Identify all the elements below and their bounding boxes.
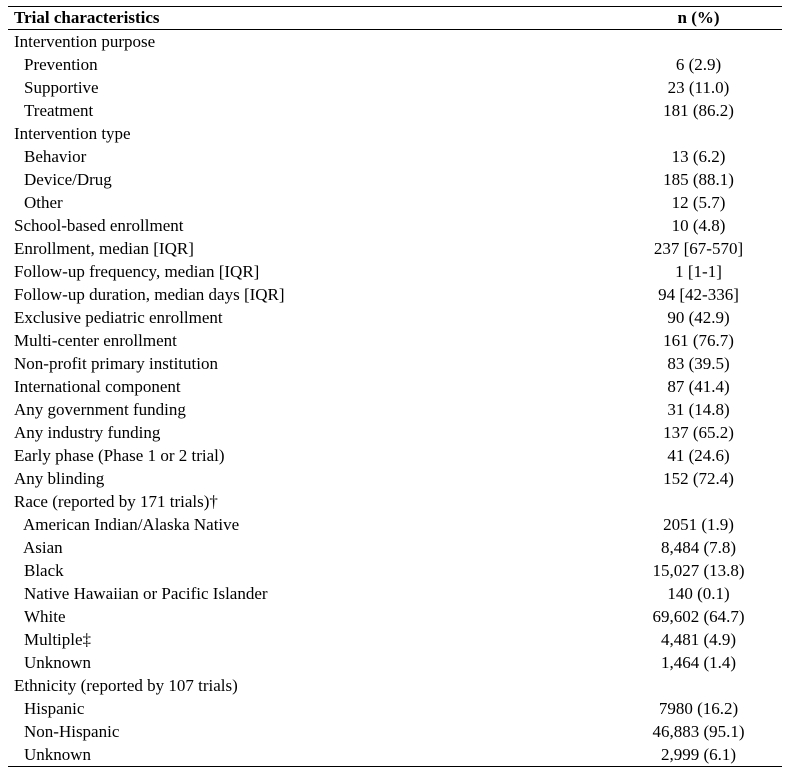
row-label: Any blinding <box>14 469 105 488</box>
row-value: 1 [1-1] <box>675 262 722 281</box>
table-row <box>8 30 782 53</box>
table-row <box>8 53 782 76</box>
row-label: School-based enrollment <box>14 216 184 235</box>
table-row <box>8 536 782 559</box>
row-label: Multi-center enrollment <box>14 331 177 350</box>
row-label: Device/Drug <box>24 170 112 189</box>
row-value: 1,464 (1.4) <box>660 653 737 672</box>
row-label: Prevention <box>24 55 98 74</box>
row-value: 7980 (16.2) <box>658 699 739 718</box>
row-label: Hispanic <box>24 699 85 718</box>
row-value: 181 (86.2) <box>663 101 734 120</box>
table-row <box>8 214 782 237</box>
table-row <box>8 329 782 352</box>
table-row <box>8 720 782 743</box>
row-label: American Indian/Alaska Native <box>23 515 240 534</box>
row-value: 6 (2.9) <box>675 55 722 74</box>
row-value: 31 (14.8) <box>667 400 730 419</box>
table-row <box>8 260 782 283</box>
row-value: 2,999 (6.1) <box>660 745 737 764</box>
row-value: 140 (0.1) <box>667 584 730 603</box>
table-row <box>8 122 782 145</box>
table-row <box>8 444 782 467</box>
table-row <box>8 628 782 651</box>
table-row <box>8 352 782 375</box>
row-label: Early phase (Phase 1 or 2 trial) <box>14 446 225 465</box>
row-value: 15,027 (13.8) <box>652 561 745 580</box>
table-header <box>8 6 782 30</box>
row-value: 10 (4.8) <box>671 216 726 235</box>
row-value: 23 (11.0) <box>667 78 730 97</box>
row-label: Non-Hispanic <box>24 722 120 741</box>
table-row <box>8 559 782 582</box>
row-label: Enrollment, median [IQR] <box>14 239 194 258</box>
row-label: Native Hawaiian or Pacific Islander <box>24 584 268 603</box>
row-value: 41 (24.6) <box>667 446 730 465</box>
row-value: 87 (41.4) <box>667 377 730 396</box>
row-label: Intervention purpose <box>14 32 156 51</box>
row-value: 83 (39.5) <box>667 354 730 373</box>
row-label: Follow-up frequency, median [IQR] <box>14 262 260 281</box>
table-row <box>8 168 782 191</box>
row-label: Other <box>24 193 63 212</box>
row-value: 4,481 (4.9) <box>660 630 737 649</box>
row-label: Multiple‡ <box>24 630 92 649</box>
table-row <box>8 306 782 329</box>
table-row <box>8 674 782 697</box>
row-label: International component <box>14 377 181 396</box>
row-label: Non-profit primary institution <box>14 354 218 373</box>
row-value: 90 (42.9) <box>667 308 730 327</box>
row-value: 237 [67-570] <box>653 239 744 258</box>
table-row <box>8 651 782 674</box>
row-label: Treatment <box>24 101 94 120</box>
row-value: 13 (6.2) <box>671 147 726 166</box>
row-label: Supportive <box>24 78 99 97</box>
row-label: Race (reported by 171 trials)† <box>14 492 218 511</box>
table-row <box>8 582 782 605</box>
header-n-percent: n (%) <box>677 8 720 27</box>
row-value: 152 (72.4) <box>663 469 734 488</box>
row-label: White <box>24 607 66 626</box>
row-value: 161 (76.7) <box>663 331 734 350</box>
row-label: Any government funding <box>14 400 186 419</box>
table-row <box>8 191 782 214</box>
table-row <box>8 145 782 168</box>
row-value: 94 [42-336] <box>658 285 739 304</box>
row-label: Asian <box>23 538 63 557</box>
row-label: Unknown <box>24 745 92 764</box>
row-label: Black <box>24 561 64 580</box>
table-body <box>8 30 782 767</box>
trial-characteristics-table <box>8 6 782 767</box>
table-row <box>8 513 782 536</box>
table-row <box>8 421 782 444</box>
table-row <box>8 283 782 306</box>
row-value: 137 (65.2) <box>663 423 734 442</box>
row-value: 69,602 (64.7) <box>652 607 745 626</box>
row-value: 46,883 (95.1) <box>652 722 745 741</box>
table-row <box>8 99 782 122</box>
row-value: 12 (5.7) <box>671 193 726 212</box>
row-label: Behavior <box>24 147 87 166</box>
table-row <box>8 605 782 628</box>
table-row <box>8 76 782 99</box>
header-trial-characteristics: Trial characteristics <box>14 8 160 27</box>
table-row <box>8 490 782 513</box>
row-label: Follow-up duration, median days [IQR] <box>14 285 285 304</box>
table-row <box>8 237 782 260</box>
row-label: Ethnicity (reported by 107 trials) <box>14 676 238 695</box>
row-label: Exclusive pediatric enrollment <box>14 308 223 327</box>
table-row <box>8 743 782 766</box>
table-row <box>8 398 782 421</box>
row-value: 8,484 (7.8) <box>660 538 737 557</box>
row-value: 185 (88.1) <box>663 170 734 189</box>
row-label: Intervention type <box>14 124 131 143</box>
table-row <box>8 467 782 490</box>
row-value: 2051 (1.9) <box>663 515 734 534</box>
table-row <box>8 375 782 398</box>
table-row <box>8 697 782 720</box>
row-label: Any industry funding <box>14 423 161 442</box>
row-label: Unknown <box>24 653 92 672</box>
